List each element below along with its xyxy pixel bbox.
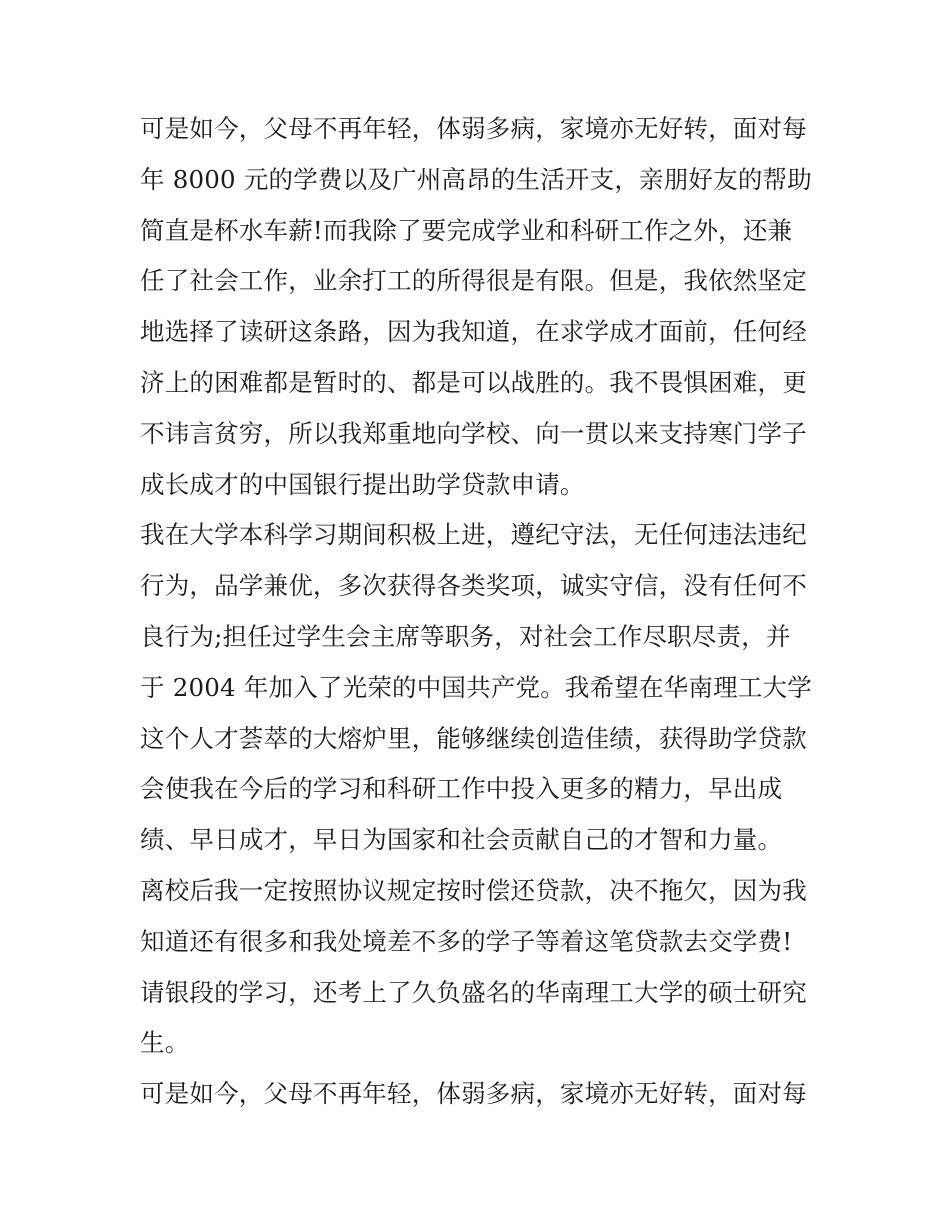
text-line-19: 生。 <box>140 1028 190 1058</box>
text-line-1: 可是如今，父母不再年轻，体弱多病，家境亦无好转，面对每 <box>140 114 807 143</box>
text-line-12: 于 2004 年加入了光荣的中国共产党。我希望在华南理工大学 <box>140 672 812 702</box>
text-line-5: 地选择了读研这条路，因为我知道，在求学成才面前，任何经 <box>140 317 807 347</box>
text-line-15: 绩、早日成才，早日为国家和社会贡献自己的才智和力量。 <box>140 825 783 855</box>
text-line-13: 这个人才荟萃的大熔炉里，能够继续创造佳绩，获得助学贷款 <box>140 723 807 753</box>
text-line-4: 任了社会工作，业余打工的所得很是有限。但是，我依然坚定 <box>140 266 807 296</box>
text-line-3: 简直是杯水车薪!而我除了要完成学业和科研工作之外，还兼 <box>140 215 793 245</box>
text-line-18: 请银段的学习，还考上了久负盛名的华南理工大学的硕士研究 <box>140 977 807 1007</box>
text-line-14: 会使我在今后的学习和科研工作中投入更多的精力，早出成 <box>140 774 783 804</box>
text-line-11: 良行为;担任过学生会主席等职务，对社会工作尽职尽责，并 <box>140 621 791 651</box>
body-text <box>140 104 812 1120</box>
text-line-16: 离校后我一定按照协议规定按时偿还贷款，决不拖欠，因为我 <box>140 875 807 905</box>
text-line-8: 成长成才的中国银行提出助学贷款申请。 <box>140 469 585 499</box>
text-line-17: 知道还有很多和我处境差不多的学子等着这笔贷款去交学费! <box>140 926 793 956</box>
text-line-6: 济上的困难都是暂时的、都是可以战胜的。我不畏惧困难，更 <box>140 367 807 397</box>
text-line-10: 行为，品学兼优，多次获得各类奖项，诚实守信，没有任何不 <box>140 571 807 601</box>
text-line-9: 我在大学本科学习期间积极上进，遵纪守法，无任何违法违纪 <box>140 520 807 550</box>
text-line-7: 不讳言贫穷，所以我郑重地向学校、向一贯以来支持寒门学子 <box>140 418 807 448</box>
text-line-20: 可是如今，父母不再年轻，体弱多病，家境亦无好转，面对每 <box>140 1079 807 1109</box>
text-line-2: 年 8000 元的学费以及广州高昂的生活开支，亲朋好友的帮助 <box>140 164 812 194</box>
